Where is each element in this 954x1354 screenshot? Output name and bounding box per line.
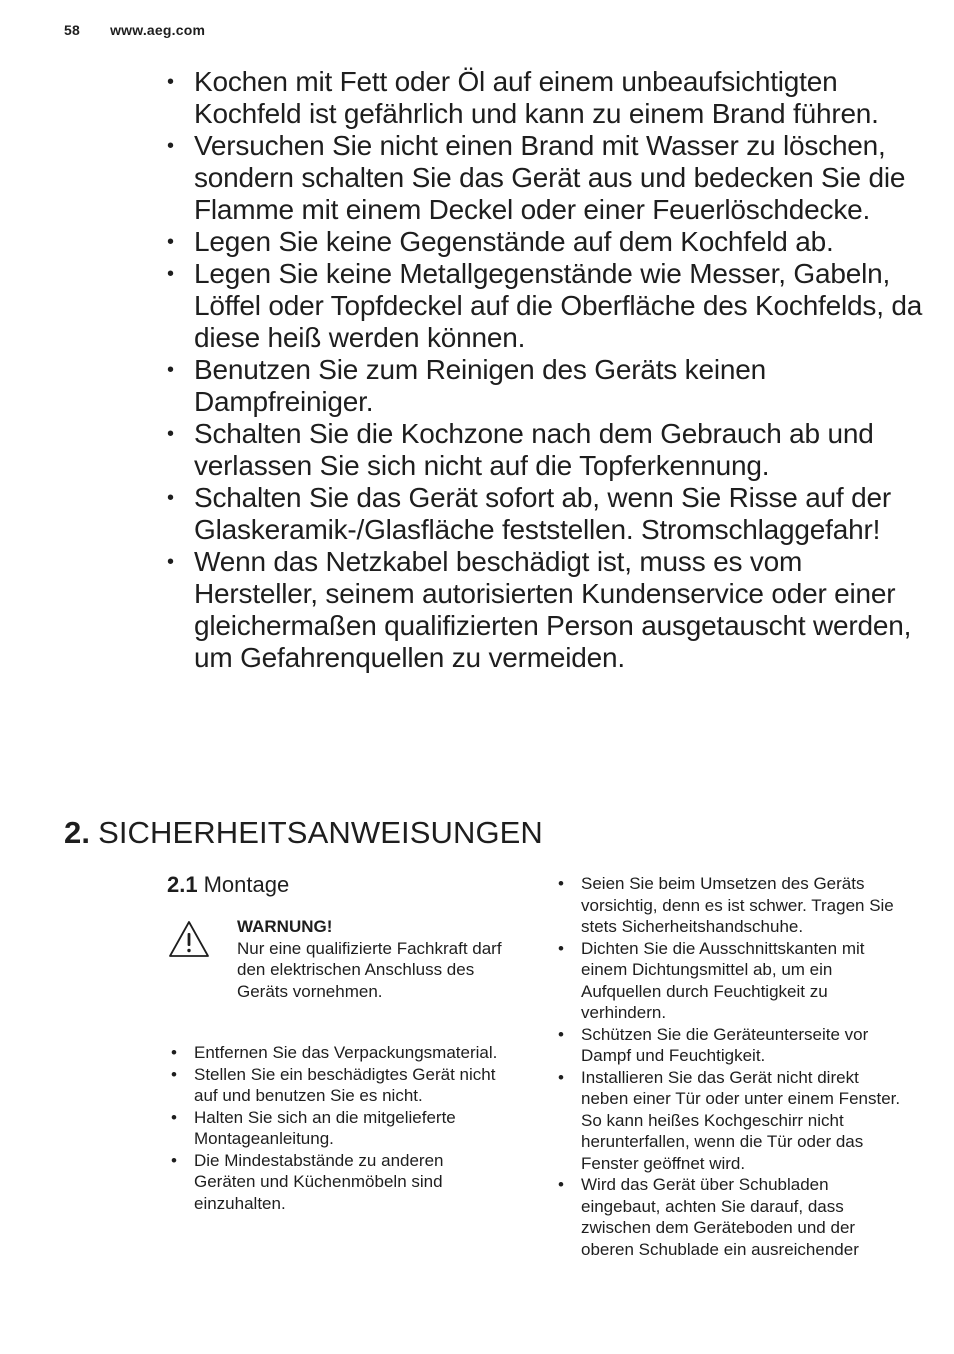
list-item: • Benutzen Sie zum Reinigen des Geräts keinen Dampfreiniger. [165,354,925,418]
subsection-number: 2.1 [167,872,198,897]
section-title: SICHERHEITSANWEISUNGEN [98,815,543,850]
warning-triangle-icon [168,920,210,958]
right-bullet-list [555,873,910,1260]
list-item: • Halten Sie sich an die mitgelieferte Montageanleitung. [168,1107,508,1150]
list-item: • Schalten Sie das Gerät sofort ab, wenn Sie Risse auf der Glaskeramik-/Glasfläche feststellen. Stromschlaggefahr! [165,482,925,546]
list-item: • Stellen Sie ein beschädigtes Gerät nicht auf und benutzen Sie es nicht. [168,1064,508,1107]
list-item: • Installieren Sie das Gerät nicht direkt neben einer Tür oder unter einem Fenster. So kann heißes Kochgeschirr nicht herunterfallen, wenn die Tür oder das Fenster geöffnet wird. [555,1067,910,1175]
warning-text: Nur eine qualifizierte Fachkraft darf den elektrischen Anschluss des Geräts vornehmen. [237,938,502,1001]
warning-title: WARNUNG! [237,917,333,936]
page-number: 58 [64,22,80,38]
list-item: • Wenn das Netzkabel beschädigt ist, muss es vom Hersteller, seinem autorisierten Kundenservice oder einer gleichermaßen qualifizierten Person ausgetauscht werden, um Gefahrenquellen zu vermeiden. [165,546,925,674]
list-item: • Dichten Sie die Ausschnittskanten mit einem Dichtungsmittel ab, um ein Aufquellen durch Feuchtigkeit zu verhindern. [555,938,910,1024]
page-header [64,22,205,38]
section-heading [64,815,543,851]
list-item: • Legen Sie keine Metallgegenstände wie Messer, Gabeln, Löffel oder Topfdeckel auf die Oberfläche des Kochfelds, da diese heiß werden können. [165,258,925,354]
section-number: 2. [64,815,91,850]
list-item: • Wird das Gerät über Schubladen eingebaut, achten Sie darauf, dass zwischen dem Geräteboden und der oberen Schublade ein ausreichender [555,1174,910,1260]
warning-text-block [237,916,507,1002]
list-item: • Kochen mit Fett oder Öl auf einem unbeaufsichtigten Kochfeld ist gefährlich und kann zu einem Brand führen. [165,66,925,130]
top-bullet-list [165,66,925,674]
list-item: • Die Mindestabstände zu anderen Geräten und Küchenmöbeln sind einzuhalten. [168,1150,508,1215]
list-item: • Legen Sie keine Gegenstände auf dem Kochfeld ab. [165,226,925,258]
list-item: • Seien Sie beim Umsetzen des Geräts vorsichtig, denn es ist schwer. Tragen Sie stets Sicherheitshandschuhe. [555,873,910,938]
list-item: • Entfernen Sie das Verpackungsmaterial. [168,1042,508,1064]
left-bullet-list [168,1042,508,1214]
subsection-title: Montage [203,872,290,897]
list-item: • Schützen Sie die Geräteunterseite vor Dampf und Feuchtigkeit. [555,1024,910,1067]
list-item: • Schalten Sie die Kochzone nach dem Gebrauch ab und verlassen Sie sich nicht auf die Topferkennung. [165,418,925,482]
website-url: www.aeg.com [110,22,206,38]
list-item: • Versuchen Sie nicht einen Brand mit Wasser zu löschen, sondern schalten Sie das Gerät aus und bedecken Sie die Flamme mit einem Deckel oder einer Feuerlöschdecke. [165,130,925,226]
subsection-heading [167,872,289,898]
